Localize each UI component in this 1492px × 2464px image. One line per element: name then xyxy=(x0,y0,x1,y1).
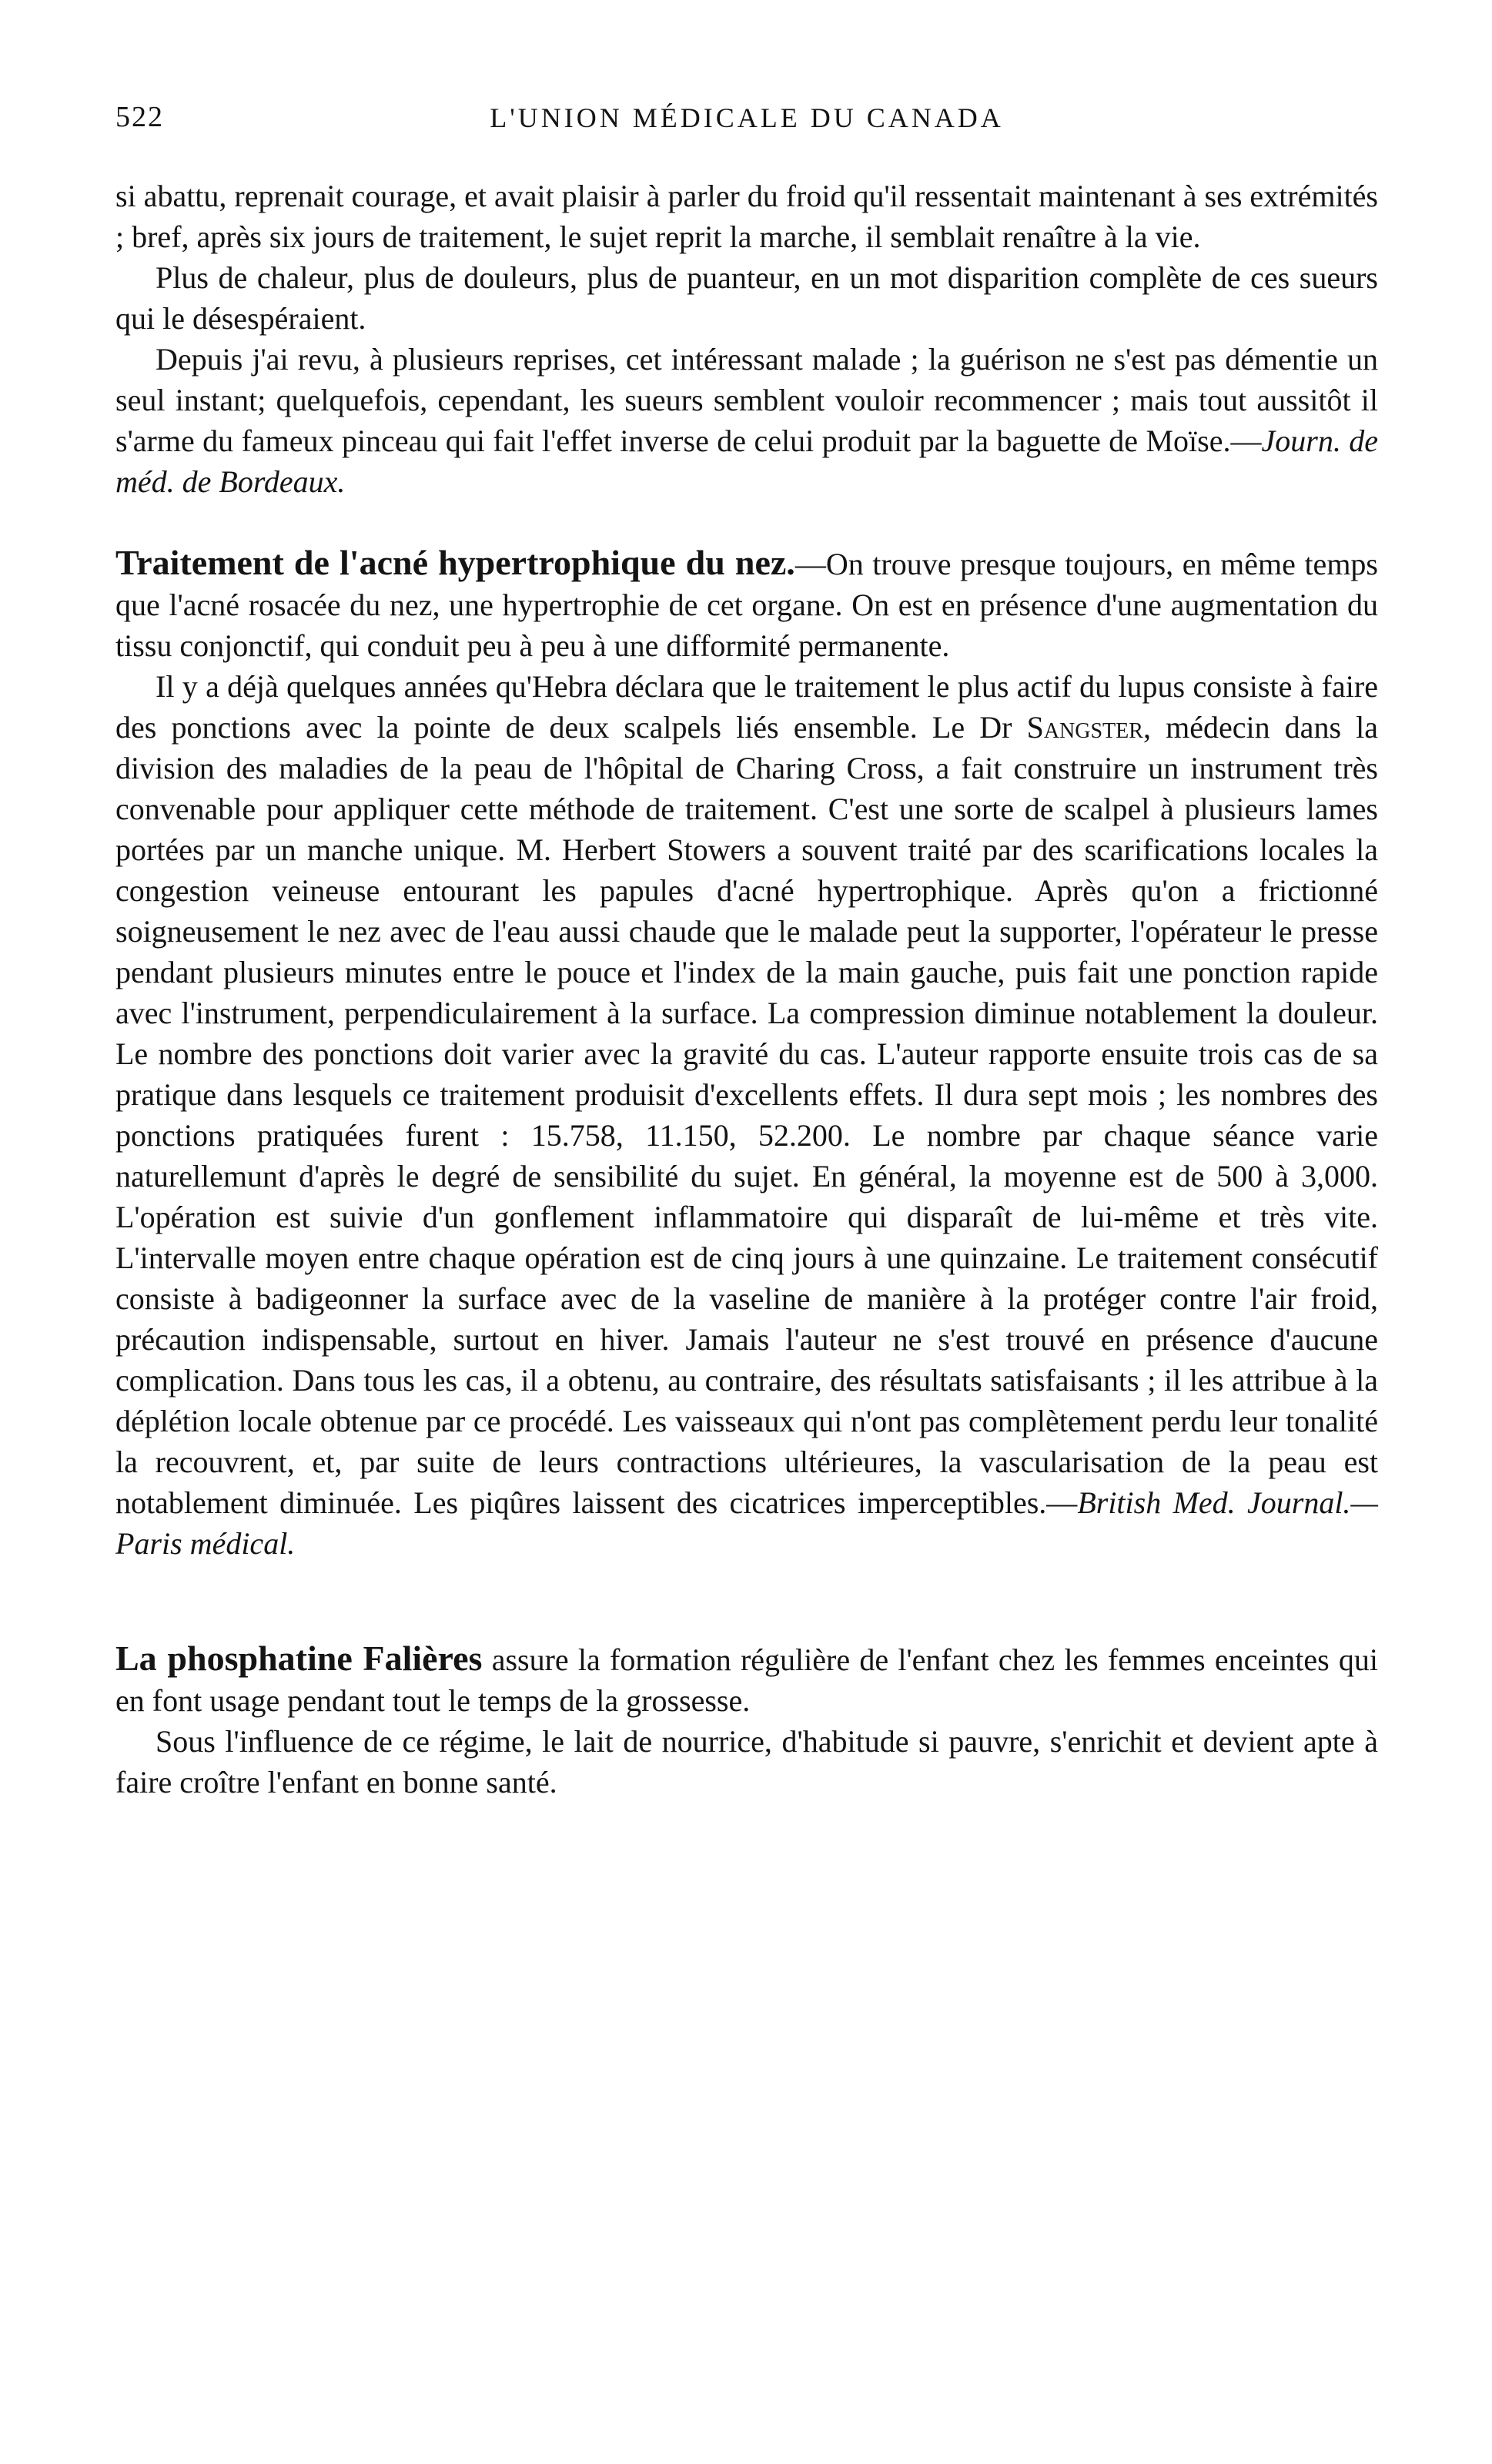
page xyxy=(115,100,1378,1803)
running-head xyxy=(115,100,1378,146)
section-gap xyxy=(115,502,1378,542)
article2-paragraph-1-text: —On trouve presque toujours, en même temps que l'acné rosacée du nez, une hypertrophie de cet organe. On est en présence d'une augmentation du tissu conjonctif, qui conduit peu à peu à une difformité permanente. xyxy=(115,547,1378,663)
advert-paragraph-2: Sous l'influence de ce régime, le lait de nourrice, d'habitude si pauvre, s'enrichit et devient apte à faire croître l'enfant en bonne santé. xyxy=(115,1724,1378,1799)
article2-doctor-name: Sangster xyxy=(1026,710,1143,745)
journal-title: L'UNION MÉDICALE DU CANADA xyxy=(490,102,1004,133)
article1-paragraph-3 xyxy=(115,339,1378,502)
page-body xyxy=(115,176,1378,1803)
article1-citation: Journ. de méd. de Bordeaux. xyxy=(115,424,1379,499)
page-number: 522 xyxy=(115,101,164,133)
article2-paragraph-2 xyxy=(115,666,1378,1564)
article2-citation: British Med. Journal.—Paris médical. xyxy=(115,1485,1378,1561)
article2-paragraph-2-before: Il y a déjà quelques années qu'Hebra déclara que le traitement le plus actif du lupus consiste à faire des ponctions avec la pointe de deux scalpels liés ensemble. Le Dr xyxy=(115,669,1378,745)
article1-paragraph-1: si abattu, reprenait courage, et avait plaisir à parler du froid qu'il ressentait maintenant à ses extrémités ; bref, après six jours de traitement, le sujet reprit la marche, il semblait renaître à la vie. xyxy=(115,179,1378,254)
article1-paragraph-2: Plus de chaleur, plus de douleurs, plus de puanteur, en un mot disparition complète de ces sueurs qui le désespéraient. xyxy=(115,260,1378,336)
article2-paragraph-1 xyxy=(115,542,1378,666)
article2-title: Traitement de l'acné hypertrophique du nez. xyxy=(115,543,795,582)
advert-title: La phosphatine Falières xyxy=(115,1639,483,1678)
advert-paragraph-1 xyxy=(115,1638,1378,1721)
section-gap-large xyxy=(115,1564,1378,1638)
advert-paragraph-1-text: assure la formation régulière de l'enfant chez les femmes enceintes qui en font usage pendant tout le temps de la grossesse. xyxy=(115,1642,1378,1718)
article2-paragraph-2-after: , médecin dans la division des maladies de la peau de l'hôpital de Charing Cross, a fait construire un instrument très convenable pour appliquer cette méthode de traitement. C'est une sorte de scalpel à plusieurs lames portées par un manche unique. M. Herbert Stowers a souvent traité par des scarifications locales la congestion veineuse entourant les papules d'acné hypertrophique. Après qu'on a frictionné soigneusement le nez avec de l'eau aussi chaude que le malade peut la supporter, l'opérateur le presse pendant plusieurs minutes entre le pouce et l'index de la main gauche, puis fait une ponction rapide avec l'instrument, perpendiculairement à la surface. La compression diminue notablement la douleur. Le nombre des ponctions doit varier avec la gravité du cas. L'auteur rapporte ensuite trois cas de sa pratique dans lesquels ce traitement produisit d'excellents effets. Il dura sept mois ; les nombres des ponctions pratiquées furent : 15.758, 11.150, 52.200. Le nombre par chaque séance varie naturellemunt d'après le degré de sensibilité du sujet. En général, la moyenne est de 500 à 3,000. L'opération est suivie d'un gonflement inflammatoire qui disparaît de lui-même et très vite. L'intervalle moyen entre chaque opération est de cinq jours à une quinzaine. Le traitement consécutif consiste à badigeonner la surface avec de la vaseline de manière à la protéger contre l'air froid, précaution indispensable, surtout en hiver. Jamais l'auteur ne s'est trouvé en présence d'aucune complication. Dans tous les cas, il a obtenu, au contraire, des résultats satisfaisants ; il les attribue à la déplétion locale obtenue par ce procédé. Les vaisseaux qui n'ont pas complètement perdu leur tonalité la recouvrent, et, par suite de leurs contractions ultérieures, la vascularisation de la peau est notablement diminuée. Les piqûres laissent des cicatrices imperceptibles.— xyxy=(115,710,1378,1520)
article1-paragraph-3-text: Depuis j'ai revu, à plusieurs reprises, cet intéressant malade ; la guérison ne s'est pas démentie un seul instant; quelquefois, cependant, les sueurs semblent vouloir recommencer ; mais tout aussitôt il s'arme du fameux pinceau qui fait l'effet inverse de celui produit par la baguette de Moïse.— xyxy=(115,342,1378,458)
